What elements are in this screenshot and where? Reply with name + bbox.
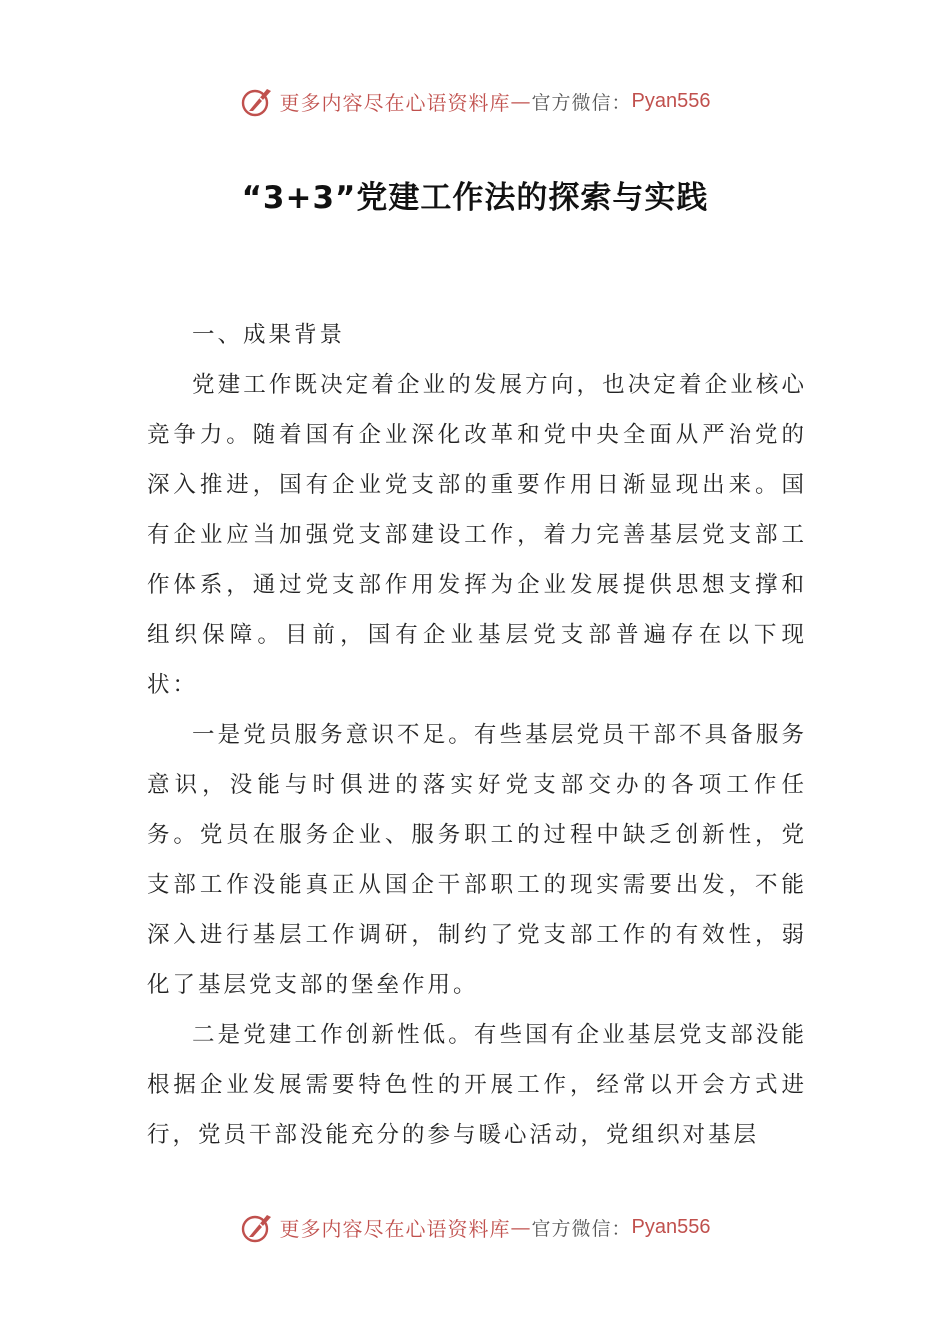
watermark-brand: 更多内容尽在心语资料库: [279, 90, 511, 115]
watermark-footer: [0, 1210, 950, 1244]
watermark-label: 官方微信：: [531, 1217, 632, 1240]
paragraph: 党建工作既决定着企业的发展方向，也决定着企业核心竞争力。随着国有企业深化改革和党中央全面从严治党的深入推进，国有企业党支部的重要作用日渐显现出来。国有企业应当加强党支部建设工作，着力完善基层党支部工作体系，通过党支部作用发挥为企业发展提供思想支撑和组织保障。目前，国有企业基层党支部普遍存在以下现状：: [147, 372, 807, 698]
watermark-brand: 更多内容尽在心语资料库: [279, 1216, 511, 1241]
paragraph: 一是党员服务意识不足。有些基层党员干部不具备服务意识，没能与时俱进的落实好党支部交办的各项工作任务。党员在服务企业、服务职工的过程中缺乏创新性，党支部工作没能真正从国企干部职工的现实需要出发，不能深入进行基层工作调研，制约了党支部工作的有效性，弱化了基层党支部的堡垒作用。: [147, 722, 807, 998]
quill-logo-icon: [240, 84, 274, 118]
paragraph: 二是党建工作创新性低。有些国有企业基层党支部没能根据企业发展需要特色性的开展工作，经常以开会方式进行，党员干部没能充分的参与暖心活动，党组织对基层: [147, 1022, 807, 1148]
watermark-label: 官方微信：: [531, 91, 632, 114]
quill-logo-icon: [240, 1210, 274, 1244]
document-body: [147, 310, 807, 1160]
watermark-header: [0, 84, 950, 118]
section-heading: 一、成果背景: [192, 322, 346, 348]
watermark-dash: —: [510, 89, 532, 113]
document-title: “3+3”党建工作法的探索与实践: [241, 180, 709, 216]
watermark-wechat-id: Pyan556: [631, 89, 711, 112]
watermark-dash: —: [510, 1215, 532, 1239]
watermark-wechat-id: Pyan556: [631, 1215, 711, 1238]
